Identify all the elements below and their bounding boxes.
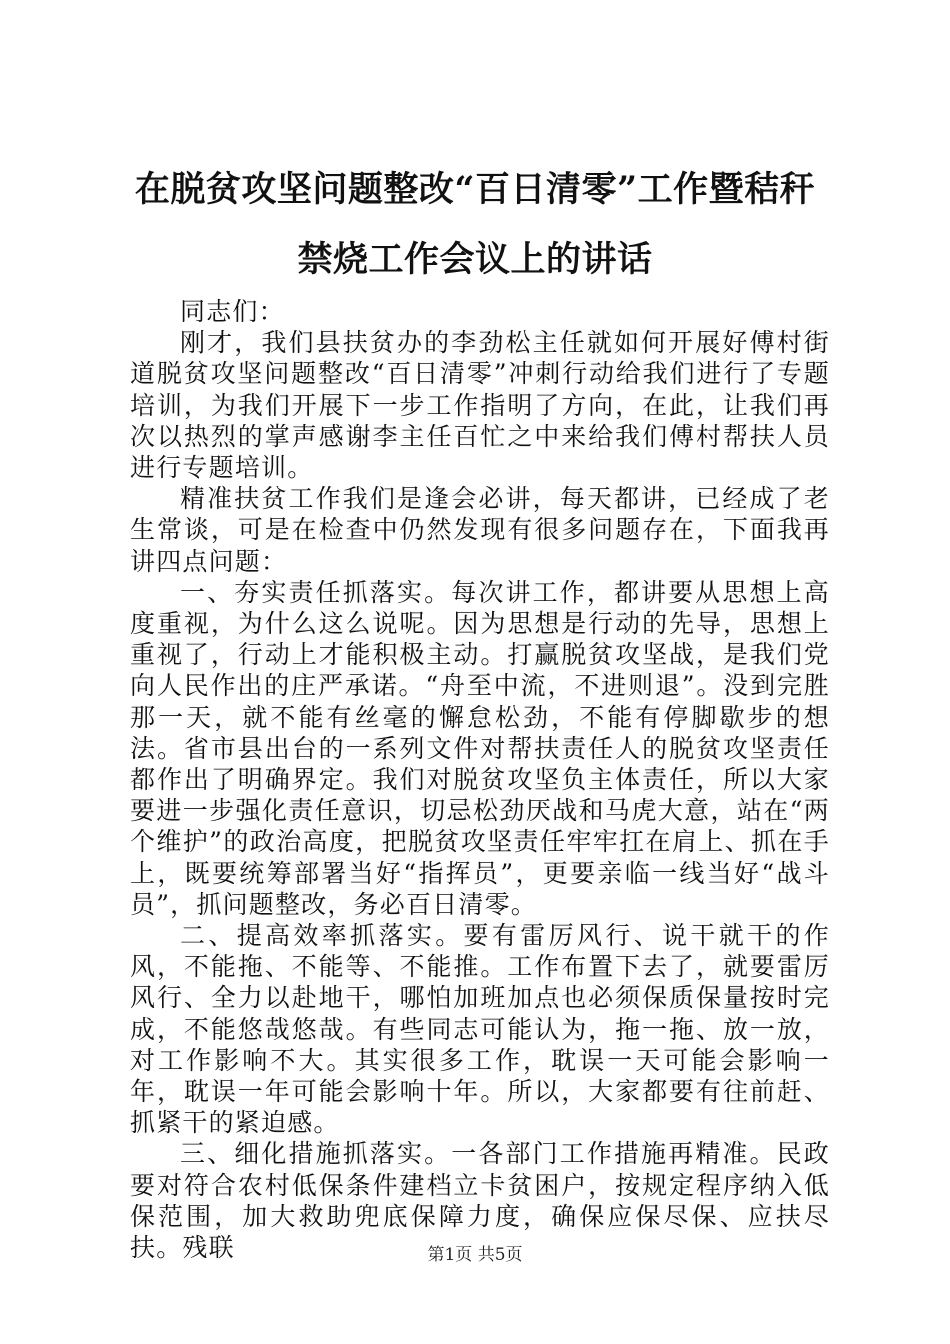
salutation: 同志们： (180, 297, 285, 326)
paragraph-point-two: 二、提高效率抓落实。要有雷厉风行、说干就干的作风，不能拖、不能等、不能推。工作布置下去了，就要雷厉风行、全力以赴地干，哪怕加班加点也必须保质保量按时完成，不能悠哉悠哉。有些同志可能认为，拖一拖、放一放，对工作影响不大。其实很多工作，耽误一天可能会影响一年，耽误一年可能会影响十年。所以，大家都要有往前赶、抓紧干的紧迫感。 (130, 921, 830, 1138)
page-footer: 第1页 共5页 (427, 1245, 523, 1265)
document-body (130, 296, 830, 1263)
paragraph-intro: 刚才，我们县扶贫办的李劲松主任就如何开展好傅村街道脱贫攻坚问题整改“百日清零”冲刺行动给我们进行了专题培训，为我们开展下一步工作指明了方向，在此，让我们再次以热烈的掌声感谢李主任百忙之中来给我们傅村帮扶人员进行专题培训。 (130, 328, 830, 483)
paragraph-point-three: 三、细化措施抓落实。一各部门工作措施再精准。民政要对符合农村低保条件建档立卡贫困户，按规定程序纳入低保范围，加大救助兜底保障力度，确保应保尽保、应扶尽扶。残联 (130, 1139, 830, 1263)
paragraph-overview: 精准扶贫工作我们是逢会必讲，每天都讲，已经成了老生常谈，可是在检查中仍然发现有很多问题存在，下面我再讲四点问题： (130, 484, 830, 576)
paragraph-point-one: 一、夯实责任抓落实。每次讲工作，都讲要从思想上高度重视，为什么这么说呢。因为思想是行动的先导，思想上重视了，行动上才能积极主动。打赢脱贫攻坚战，是我们党向人民作出的庄严承诺。“舟至中流，不进则退”。没到完胜那一天，就不能有丝毫的懈怠松劲，不能有停脚歇步的想法。省市县出台的一系列文件对帮扶责任人的脱贫攻坚责任都作出了明确界定。我们对脱贫攻坚负主体责任，所以大家要进一步强化责任意识，切忌松劲厌战和马虎大意，站在“两个维护”的政治高度，把脱贫攻坚责任牢牢扛在肩上、抓在手上，既要统筹部署当好“指挥员”，更要亲临一线当好“战斗员”，抓问题整改，务必百日清零。 (130, 577, 830, 919)
document-title: 在脱贫攻坚问题整改“百日清零”工作暨秸秆禁烧工作会议上的讲话 (134, 169, 816, 280)
